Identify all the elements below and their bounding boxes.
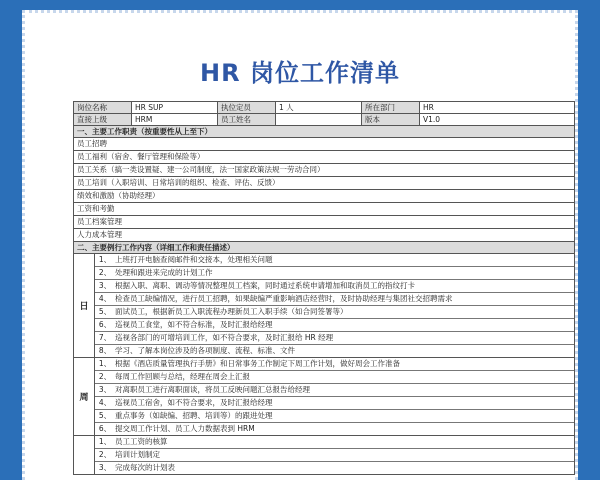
employee-name-value bbox=[276, 114, 362, 126]
task-number: 4、 bbox=[98, 294, 112, 303]
task-row bbox=[95, 345, 574, 357]
task-row bbox=[95, 423, 574, 435]
position-name-label: 岗位名称 bbox=[74, 102, 132, 114]
task-text: 每周工作回顾与总结，经理在周会上汇报 bbox=[115, 372, 250, 381]
task-row bbox=[95, 332, 574, 345]
task-number: 8、 bbox=[98, 346, 112, 355]
headcount-value: 1 人 bbox=[276, 102, 362, 114]
task-row bbox=[95, 371, 574, 384]
responsibility-item: 员工关系（搞一类设置疑、建一公司制度，法一国家政策法规一劳动合同） bbox=[73, 164, 575, 177]
task-text: 检查员工缺编情况，进行员工招聘，如果缺编严重影响酒店经营时，及时协助经理与集团社交招聘需求 bbox=[115, 294, 453, 303]
task-number: 6、 bbox=[98, 320, 112, 329]
task-text: 根据《酒店质量管理执行手册》和日常事务工作制定下周工作计划，做好周会工作准备 bbox=[115, 359, 400, 368]
responsibility-item: 员工招聘 bbox=[73, 138, 575, 151]
weekly-label: 周 bbox=[74, 358, 95, 435]
task-row bbox=[95, 280, 574, 293]
department-value: HR bbox=[420, 102, 575, 114]
daily-tasks bbox=[73, 254, 575, 358]
info-row bbox=[74, 102, 575, 114]
responsibility-item: 员工档案管理 bbox=[73, 216, 575, 229]
task-number: 1、 bbox=[98, 437, 112, 446]
task-text: 根据入职、离职、调动等情况整理员工档案，同时通过系统申请增加和取消员工的指纹打卡 bbox=[115, 281, 415, 290]
responsibility-item: 绩效和激励（协助经理） bbox=[73, 190, 575, 203]
headcount-label: 执位定员 bbox=[218, 102, 276, 114]
document-title: HR 岗位工作清单 bbox=[200, 59, 400, 87]
task-number: 3、 bbox=[98, 385, 112, 394]
responsibility-item: 工资和考勤 bbox=[73, 203, 575, 216]
task-number: 2、 bbox=[98, 450, 112, 459]
version-label: 版本 bbox=[362, 114, 420, 126]
document-page bbox=[22, 10, 578, 480]
responsibility-item: 员工培训（入职培训、日常培训的组织、检查、评估、反馈） bbox=[73, 177, 575, 190]
info-row bbox=[74, 114, 575, 126]
task-number: 6、 bbox=[98, 424, 112, 433]
task-row bbox=[95, 384, 574, 397]
task-text: 处理和跟进来完成的计划工作 bbox=[115, 268, 213, 277]
task-number: 5、 bbox=[98, 411, 112, 420]
task-text: 面试员工，根据新员工入职流程办理新员工入职手续（如合同签署等） bbox=[115, 307, 348, 316]
section-title-routine-work: 二、主要例行工作内容（详细工作和责任描述） bbox=[73, 242, 575, 254]
weekly-tasks bbox=[73, 358, 575, 436]
task-row bbox=[95, 397, 574, 410]
task-text: 对离职员工进行离职面谈，将员工反映问题汇总报告给经理 bbox=[115, 385, 310, 394]
task-text: 巡视各部门的可增培训工作，如不符合要求，及时汇报给 HR 经理 bbox=[115, 333, 334, 342]
task-text: 巡视员工食堂，如不符合标准，及时汇报给经理 bbox=[115, 320, 273, 329]
task-number: 4、 bbox=[98, 398, 112, 407]
employee-name-label: 员工姓名 bbox=[218, 114, 276, 126]
task-row bbox=[95, 293, 574, 306]
task-number: 3、 bbox=[98, 463, 112, 472]
task-text: 员工工资的核算 bbox=[115, 437, 168, 446]
task-row bbox=[95, 449, 574, 462]
info-table bbox=[73, 101, 575, 126]
task-row bbox=[95, 358, 574, 371]
monthly-label bbox=[74, 436, 95, 474]
task-text: 提交周工作计划、员工人力数据表到 HRM bbox=[115, 424, 255, 433]
task-text: 重点事务（如缺编、招聘、培训等）的跟进处理 bbox=[115, 411, 273, 420]
task-row bbox=[95, 462, 574, 474]
department-label: 所在部门 bbox=[362, 102, 420, 114]
task-row bbox=[95, 319, 574, 332]
job-checklist bbox=[73, 101, 575, 475]
task-text: 上班打开电脑查阅邮件和交接本，处理相关问题 bbox=[115, 255, 273, 264]
task-row bbox=[95, 306, 574, 319]
task-text: 学习、了解本岗位涉及的各项制度、流程、标准、文件 bbox=[115, 346, 295, 355]
task-row bbox=[95, 254, 574, 267]
task-number: 7、 bbox=[98, 333, 112, 342]
task-number: 1、 bbox=[98, 359, 112, 368]
task-number: 2、 bbox=[98, 268, 112, 277]
task-row bbox=[95, 410, 574, 423]
version-value: V1.0 bbox=[420, 114, 575, 126]
daily-label: 日 bbox=[74, 254, 95, 357]
task-number: 2、 bbox=[98, 372, 112, 381]
task-text: 完成每次的计划表 bbox=[115, 463, 175, 472]
responsibility-item: 人力成本管理 bbox=[73, 229, 575, 242]
task-row bbox=[95, 436, 574, 449]
section-title-responsibilities: 一、主要工作职责（按重要性从上至下） bbox=[73, 126, 575, 138]
position-name-value: HR SUP bbox=[132, 102, 218, 114]
task-number: 1、 bbox=[98, 255, 112, 264]
task-row bbox=[95, 267, 574, 280]
monthly-tasks bbox=[73, 436, 575, 475]
responsibility-item: 员工福利（宿舍、餐厅管理和保险等） bbox=[73, 151, 575, 164]
task-text: 巡视员工宿舍，如不符合要求，及时汇报给经理 bbox=[115, 398, 273, 407]
task-text: 培训计划制定 bbox=[115, 450, 160, 459]
supervisor-value: HRM bbox=[132, 114, 218, 126]
supervisor-label: 直接上级 bbox=[74, 114, 132, 126]
task-number: 3、 bbox=[98, 281, 112, 290]
task-number: 5、 bbox=[98, 307, 112, 316]
